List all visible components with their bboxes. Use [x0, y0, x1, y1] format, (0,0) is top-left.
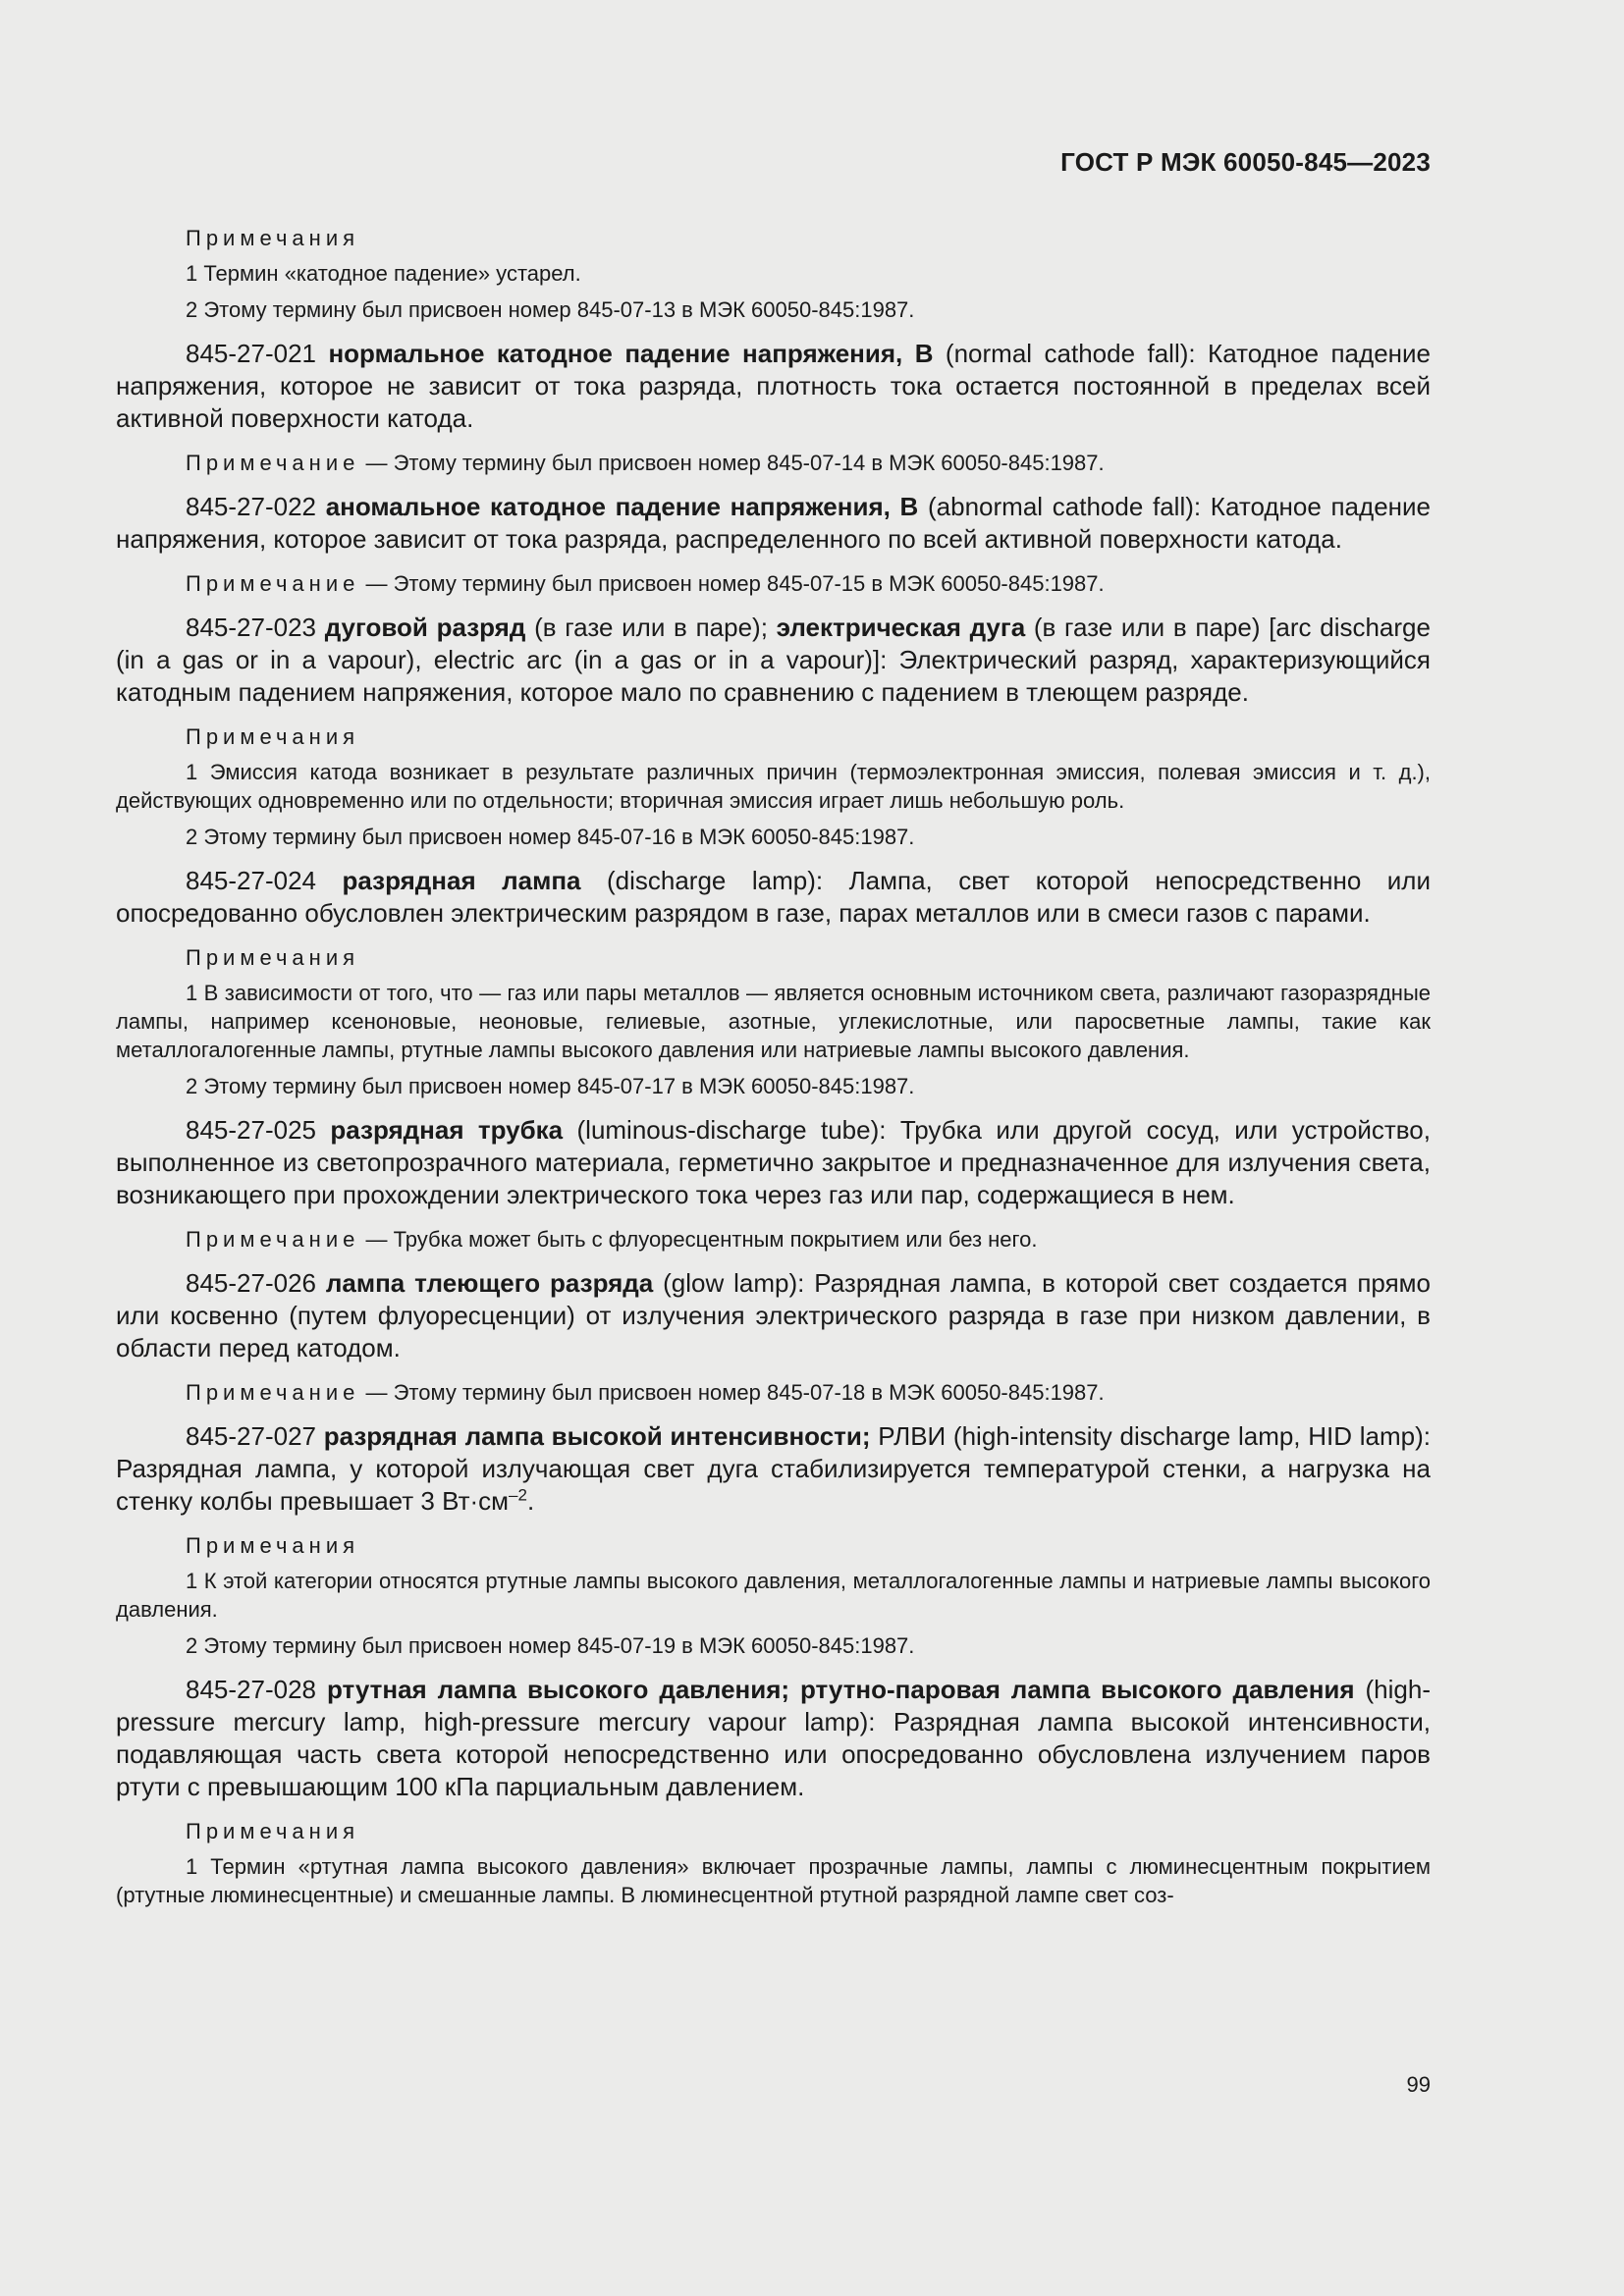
term-number: 845-27-023 [186, 613, 325, 642]
note-item [116, 449, 1431, 477]
term-name: ртутная лампа высокого давления; ртутно-паровая лампа высокого давления [326, 1675, 1355, 1704]
term-qualifier: (в газе или в паре); [525, 613, 777, 642]
term-entry [116, 612, 1431, 709]
term-number: 845-27-025 [186, 1115, 331, 1145]
note-item [116, 569, 1431, 598]
term-entry [116, 1674, 1431, 1803]
note-item: 1 Термин «ртутная лампа высокого давления» включает прозрачные лампы, лампы с люминесцентным покрытием (ртутные люминесцентные) и смешанные лампы. В люминесцентной ртутной разрядной лампе свет соз- [116, 1854, 1431, 1907]
term-definition: (abnormal cathode fall): Катодное падение напряжения, которое зависит от тока разряда, распределенного по всей активной поверхности катода. [116, 492, 1431, 554]
note-item [116, 1225, 1431, 1254]
note-item: 1 Термин «катодное падение» устарел. [186, 261, 581, 286]
term-name: разрядная трубка [330, 1115, 564, 1145]
note-item: 2 Этому термину был присвоен номер 845-07-17 в МЭК 60050-845:1987. [186, 1074, 915, 1098]
note-label: Примечание [186, 451, 360, 475]
notes-heading: Примечания [186, 724, 360, 749]
term-name: дуговой разряд [324, 613, 526, 642]
term-definition: (discharge lamp): Лампа, свет которой непосредственно или опосредованно обусловлен электрическим разрядом в газе, парах металлов или в смеси газов с парами. [116, 866, 1431, 928]
term-name: разрядная лампа [342, 866, 581, 895]
note-label: Примечание [186, 571, 360, 596]
term-definition: (high-pressure mercury lamp, high-pressure mercury vapour lamp): Разрядная лампа высокой интенсивности, подавляющая часть света которой непосредственно или опосредованно обусловлена излучением паров ртути с превышающим 100 кПа парциальным давлением. [116, 1675, 1431, 1801]
note-item: 1 Эмиссия катода возникает в результате различных причин (термоэлектронная эмиссия, полевая эмиссия и т. д.), действующих одновременно или по отдельности; вторичная эмиссия играет лишь небольшую роль. [116, 760, 1431, 813]
note-label: Примечание [186, 1227, 360, 1252]
note-item: 1 В зависимости от того, что — газ или пары металлов — является основным источником света, различают газоразрядные лампы, например ксеноновые, неоновые, гелиевые, азотные, углекислотные, или паросветные лампы, такие как металлогалогенные лампы, ртутные лампы высокого давления или натриевые лампы высокого давления. [116, 981, 1431, 1062]
page-number: 99 [1406, 2072, 1431, 2097]
term-definition: (luminous-discharge tube): Трубка или другой сосуд, или устройство, выполненное из светопрозрачного материала, герметично закрытое и предназначенное для излучения света, возникающего при прохождении электрического тока через газ или пар, содержащиеся в нем. [116, 1115, 1431, 1209]
term-number: 845-27-028 [186, 1675, 327, 1704]
note-text: — Этому термину был присвоен номер 845-07-14 в МЭК 60050-845:1987. [359, 451, 1105, 475]
term-number: 845-27-026 [186, 1268, 326, 1298]
note-text: — Этому термину был присвоен номер 845-07-18 в МЭК 60050-845:1987. [359, 1380, 1105, 1405]
term-entry [116, 338, 1431, 435]
note-item: 2 Этому термину был присвоен номер 845-07-19 в МЭК 60050-845:1987. [186, 1633, 915, 1658]
note-label: Примечание [186, 1380, 360, 1405]
notes-heading: Примечания [186, 945, 360, 970]
notes-heading: Примечания [186, 1819, 360, 1843]
term-name: аномальное катодное падение напряжения, В [325, 492, 919, 521]
term-entry [116, 1114, 1431, 1211]
term-entry [116, 865, 1431, 930]
term-number: 845-27-027 [186, 1421, 324, 1451]
term-name: лампа тлеющего разряда [325, 1268, 654, 1298]
term-number: 845-27-022 [186, 492, 326, 521]
term-definition: РЛВИ (high-intensity discharge lamp, HID lamp): Разрядная лампа, у которой излучающая свет дуга стабилизируется температурой стенки, а нагрузка на стенку колбы превышает 3 Вт·см [116, 1421, 1431, 1516]
term-entry [116, 1267, 1431, 1364]
term-definition: (normal cathode fall): Катодное падение напряжения, которое не зависит от тока разряда, плотность тока остается постоянной в пределах всей активной поверхности катода. [116, 339, 1431, 433]
term-number: 845-27-021 [186, 339, 329, 368]
notes-heading: Примечания [186, 226, 360, 250]
term-name: электрическая дуга [776, 613, 1026, 642]
term-definition: (в газе или в паре) [arc discharge (in a gas or in a vapour), electric arc (in a gas or in a vapour)]: Электрический разряд, характеризующийся катодным падением напряжения, которое мало по сравнению с падением в тлеющем разряде. [116, 613, 1431, 707]
term-entry [116, 491, 1431, 556]
term-definition-end: . [526, 1486, 535, 1516]
superscript-exponent: –2 [509, 1485, 527, 1505]
term-definition: (glow lamp): Разрядная лампа, в которой свет создается прямо или косвенно (путем флуоресценции) от излучения электрического разряда в газе при низком давлении, в области перед катодом. [116, 1268, 1431, 1362]
term-entry [116, 1420, 1431, 1518]
note-text: — Трубка может быть с флуоресцентным покрытием или без него. [359, 1227, 1038, 1252]
note-item: 2 Этому термину был присвоен номер 845-07-16 в МЭК 60050-845:1987. [186, 825, 915, 849]
note-item [116, 1378, 1431, 1407]
note-text: — Этому термину был присвоен номер 845-07-15 в МЭК 60050-845:1987. [359, 571, 1105, 596]
term-name: разрядная лампа высокой интенсивности; [323, 1421, 871, 1451]
standard-header: ГОСТ Р МЭК 60050-845—2023 [1060, 147, 1431, 177]
term-name: нормальное катодное падение напряжения, В [328, 339, 934, 368]
page-content [116, 224, 1431, 1917]
term-number: 845-27-024 [186, 866, 343, 895]
notes-heading: Примечания [186, 1533, 360, 1558]
note-item: 1 К этой категории относятся ртутные лампы высокого давления, металлогалогенные лампы и натриевые лампы высокого давления. [116, 1569, 1431, 1622]
note-item: 2 Этому термину был присвоен номер 845-07-13 в МЭК 60050-845:1987. [186, 297, 915, 322]
